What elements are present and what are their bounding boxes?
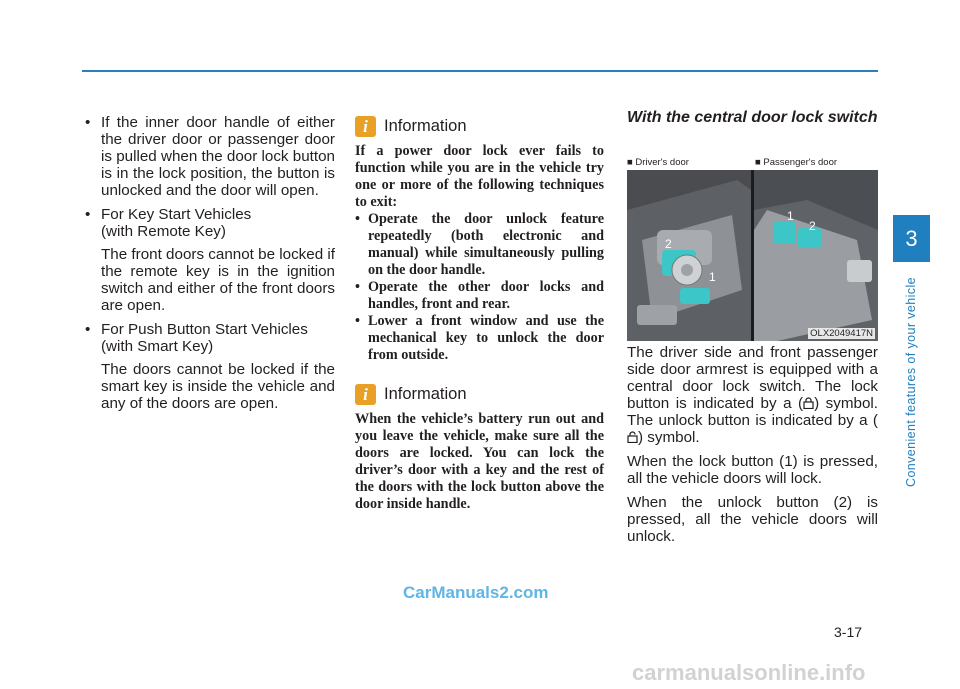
image-code: OLX2049417N [810,328,873,339]
lock-button-passenger [773,222,796,244]
information-item: • Lower a front window and use the mechanical key to unlock the door from outside. [355,313,604,363]
unlock-icon [627,431,638,443]
callout-1-passenger: 1 [787,209,794,223]
list-item-body: The front doors cannot be locked if the remote key is in the ignition switch and either of the front doors are open. [101,246,335,314]
info-icon: i [355,384,376,405]
middle-column [355,114,604,513]
left-column [82,114,335,419]
chapter-tab: 3 [893,215,930,262]
right-column [627,109,878,545]
photo-captions [627,157,878,170]
information-title: Information [384,116,467,135]
chapter-title: Convenient features of your vehicle [904,277,918,487]
list-item-body: The doors cannot be locked if the smart key is inside the vehicle and any of the doors are open. [101,361,335,412]
information-body: When the vehicle’s battery run out and you leave the vehicle, make sure all the doors are locked. You can lock the driver’s door with a key and the rest of the doors with the lock button above the door inside handle. [355,411,604,512]
driver-door-label: ■ Driver's door [627,157,689,168]
lock-button-driver [680,288,710,304]
footer-watermark: carmanualsonline.info [632,660,866,685]
list-item: • If the inner door handle of either the driver door or passenger door is pulled when the door lock button is in the lock position, the button is unlocked and the door will open. [85,114,335,199]
information-item: • Operate the other door locks and handles, front and rear. [355,279,604,312]
header-rule [82,70,878,72]
callout-2-driver: 2 [665,237,672,251]
door-switch-photo [627,170,878,341]
paragraph: When the lock button (1) is pressed, all the vehicle doors will lock. [627,453,878,487]
passenger-door-label: ■ Passenger's door [755,157,838,168]
info-icon: i [355,116,376,137]
lock-icon [803,397,814,409]
list-item: • For Push Button Start Vehicles (with Smart Key) [85,321,308,355]
callout-1-driver: 1 [709,270,716,284]
information-header [355,382,604,406]
door-switch-illustration [627,170,878,341]
information-intro: If a power door lock ever fails to function while you are in the vehicle try one or more of the following techniques to exit: [355,143,604,210]
information-item: • Operate the door unlock feature repeatedly (both electronic and manual) while simultaneously pulling on the door handle. [355,211,604,278]
watermark-link[interactable]: CarManuals2.com [403,583,549,602]
section-title: With the central door lock switch [627,109,878,126]
paragraph: The driver side and front passenger side door armrest is equipped with a central door lock switch. The lock button is indicated by a ( ) symbol. The unlock button is indicated by a () symbol. [627,344,878,446]
paragraph: When the unlock button (2) is pressed, all the vehicle doors will unlock. [627,494,878,545]
information-header [355,114,604,138]
section-body [627,344,878,552]
callout-2-passenger: 2 [809,219,816,233]
list-item: • For Key Start Vehicles (with Remote Key) [85,206,252,240]
information-title: Information [384,384,467,403]
page-number: 3-17 [834,624,863,640]
